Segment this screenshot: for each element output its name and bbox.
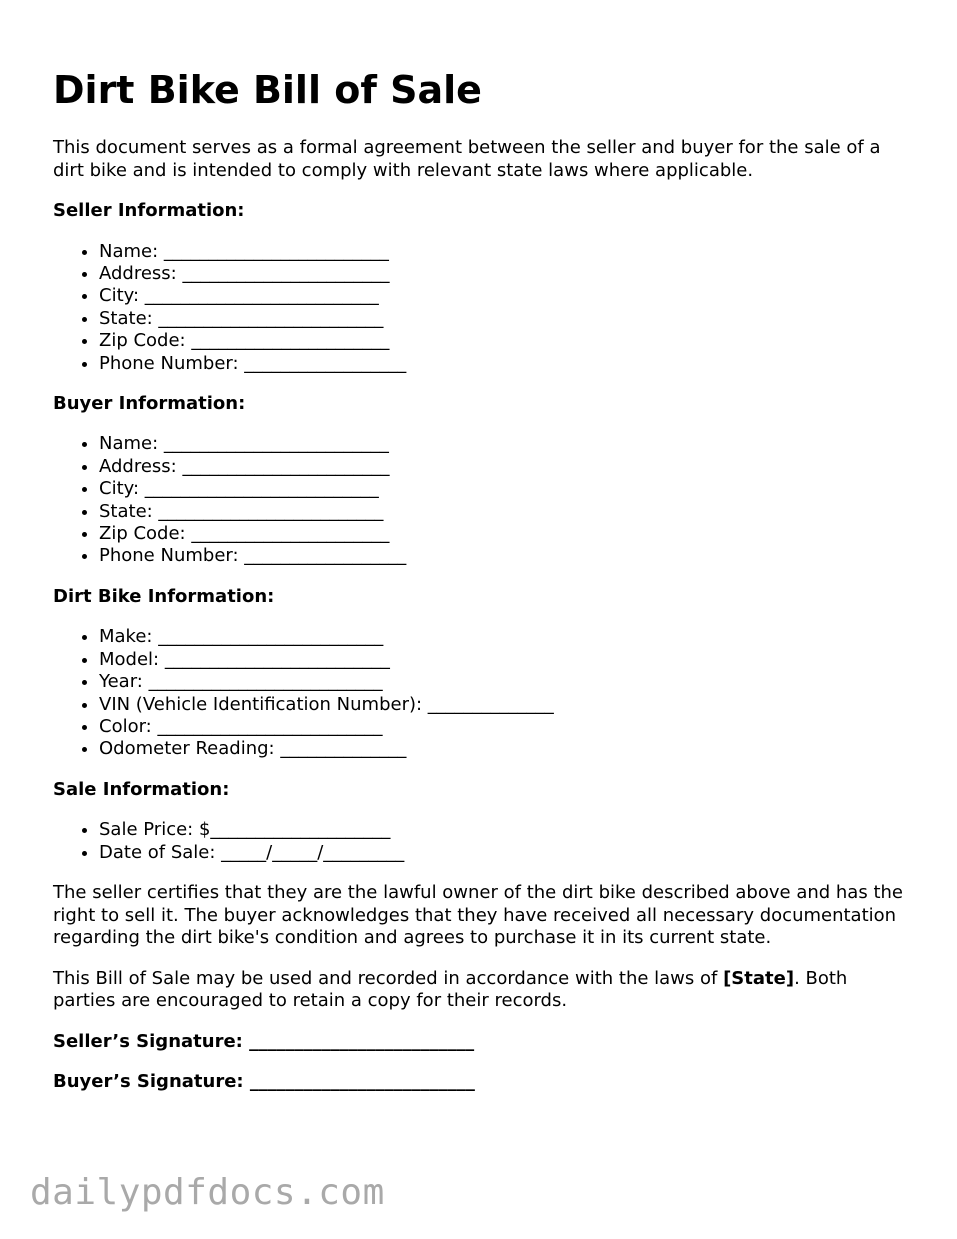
buyer-list bbox=[53, 433, 913, 567]
buyer-phone-field: • Phone Number: __________________ bbox=[99, 545, 913, 567]
sale-list bbox=[53, 819, 913, 864]
recording-text-after: . Both parties are encouraged to retain a copy for their records. bbox=[53, 967, 848, 1012]
bike-year-field: • Year: __________________________ bbox=[99, 671, 913, 693]
seller-signature-line: Seller’s Signature: _________________________ bbox=[53, 1030, 475, 1052]
intro-paragraph: This document serves as a formal agreement between the seller and buyer for the sale of a dirt bike and is intended to comply with relevant state laws where applicable. bbox=[53, 137, 881, 181]
buyer-state-field: • State: _________________________ bbox=[99, 501, 913, 523]
recording-state-placeholder: [State] bbox=[723, 967, 795, 989]
sale-heading: Sale Information: bbox=[53, 778, 230, 800]
bike-heading: Dirt Bike Information: bbox=[53, 585, 275, 607]
seller-address-field: • Address: _______________________ bbox=[99, 263, 913, 285]
buyer-name-field: • Name: _________________________ bbox=[99, 433, 913, 455]
recording-paragraph bbox=[53, 968, 913, 1013]
site-watermark: dailypdfdocs.com bbox=[30, 1172, 385, 1213]
buyer-heading: Buyer Information: bbox=[53, 392, 246, 414]
seller-city-field: • City: __________________________ bbox=[99, 285, 913, 307]
buyer-signature-line: Buyer’s Signature: _________________________ bbox=[53, 1071, 475, 1093]
bike-color-field: • Color: _________________________ bbox=[99, 716, 913, 738]
seller-zip-field: • Zip Code: ______________________ bbox=[99, 330, 913, 352]
sale-date-field: • Date of Sale: _____/_____/_________ bbox=[99, 842, 913, 864]
sale-price-field: • Sale Price: $____________________ bbox=[99, 819, 913, 841]
seller-state-field: • State: _________________________ bbox=[99, 308, 913, 330]
seller-list bbox=[53, 241, 913, 375]
seller-phone-field: • Phone Number: __________________ bbox=[99, 353, 913, 375]
document-page bbox=[53, 66, 913, 1112]
bike-odometer-field: • Odometer Reading: ______________ bbox=[99, 738, 913, 760]
seller-name-field: • Name: _________________________ bbox=[99, 241, 913, 263]
bike-make-field: • Make: _________________________ bbox=[99, 626, 913, 648]
buyer-city-field: • City: __________________________ bbox=[99, 478, 913, 500]
bike-model-field: • Model: _________________________ bbox=[99, 649, 913, 671]
bike-list bbox=[53, 626, 913, 760]
document-title: Dirt Bike Bill of Sale bbox=[53, 68, 482, 112]
seller-heading: Seller Information: bbox=[53, 200, 245, 221]
buyer-zip-field: • Zip Code: ______________________ bbox=[99, 523, 913, 545]
recording-text-before: This Bill of Sale may be used and recorded in accordance with the laws of bbox=[53, 967, 724, 989]
certification-paragraph: The seller certifies that they are the lawful owner of the dirt bike described above and has the right to sell it. The buyer acknowledges that they have received all necessary documentation regarding the dirt bike's condition and agrees to purchase it in its current state. bbox=[53, 882, 903, 949]
buyer-address-field: • Address: _______________________ bbox=[99, 456, 913, 478]
bike-vin-field: • VIN (Vehicle Identification Number): ______________ bbox=[99, 694, 913, 716]
